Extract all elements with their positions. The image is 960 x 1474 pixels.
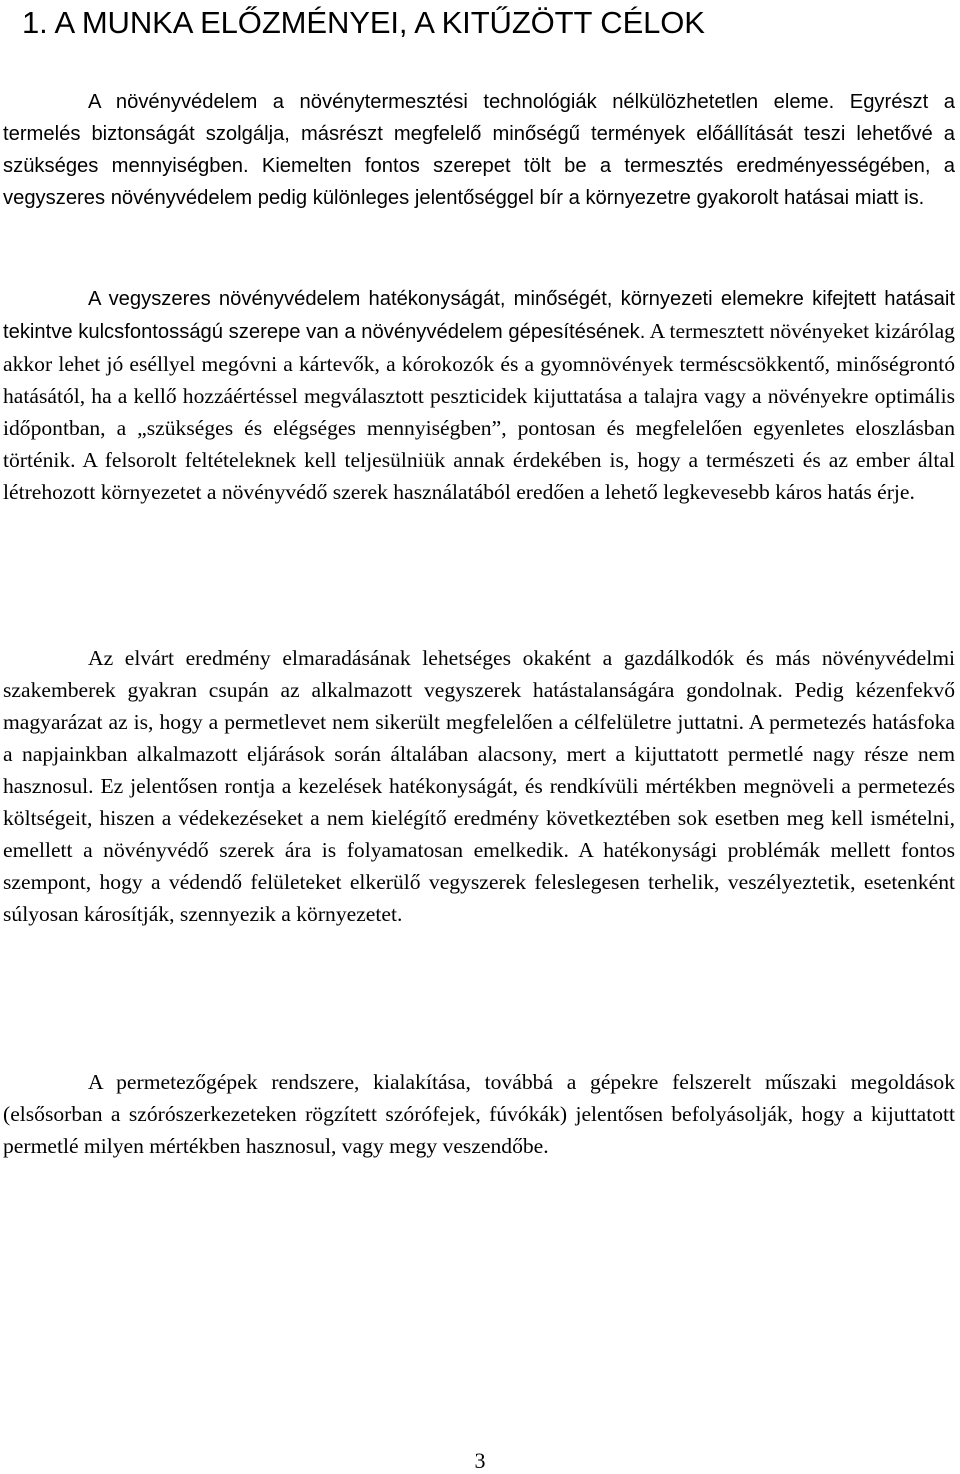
paragraph-mechanization-part-sans: A vegyszeres növényvédelem hatékonyságát, minőségét, környezeti elemekre kifejtett hatásait tekintve kulcsfontosságú szerepe van a növényvédelem gépesítésének. <box>3 288 955 343</box>
paragraph-mechanization <box>3 282 955 508</box>
page-number: 3 <box>474 1448 486 1473</box>
chapter-heading: 1. A MUNKA ELŐZMÉNYEI, A KITŰZÖTT CÉLOK <box>22 5 705 40</box>
paragraph-efficiency: Az elvárt eredmény elmaradásának lehetséges okaként a gazdálkodók és más növényvédelmi szakemberek gyakran csupán az alkalmazott vegyszerek hatástalanságára gondolnak. Pedig kézenfekvő magyarázat az is, hogy a permetlevet nem sikerült megfelelően a célfelületre juttatni. A permetezés hatásfoka a napjainkban alkalmazott eljárások során általában alacsony, mert a kijuttatott permetlé nagy része nem hasznosul. Ez jelentősen rontja a kezelések hatékonyságát, és rendkívüli mértékben megnöveli a permetezés költségeit, hiszen a védekezéseket a nem kielégítő eredmény következtében sok esetben meg kell ismételni, emellett a növényvédő szerek ára is folyamatosan emelkedik. A hatékonysági problémák mellett fontos szempont, hogy a védendő felületeket elkerülő vegyszerek feleslegesen terhelik, veszélyeztetik, esetenként súlyosan károsítják, szennyezik a környezetet. <box>3 646 955 926</box>
paragraph-mechanization-part-serif: A termesztett növényeket kizárólag akkor lehet jó eséllyel megóvni a kártevők, a kórokozók és a gyomnövények terméscsökkentő, minőségrontó hatásától, ha a kellő hozzáértéssel megválasztott peszticidek kijuttatása a talajra vagy a növényekre optimális időpontban, a „szükséges és elégséges mennyiségben”, pontosan és megfelelően egyenletes eloszlásban történik. A felsorolt feltételeknek kell teljesülniük annak érdekében is, hogy a természeti és az ember által létrehozott környezetet a növényvédő szerek használatából eredően a lehető legkevesebb káros hatás érje. <box>3 319 955 504</box>
paragraph-sprayers: A permetezőgépek rendszere, kialakítása, továbbá a gépekre felszerelt műszaki megoldások (elsősorban a szórószerkezeteken rögzített szórófejek, fúvókák) jelentősen befolyásolják, hogy a kijuttatott permetlé milyen mértékben hasznosul, vagy megy veszendőbe. <box>3 1070 955 1158</box>
paragraph-intro: A növényvédelem a növénytermesztési technológiák nélkülözhetetlen eleme. Egyrészt a termelés biztonságát szolgálja, másrészt megfelelő minőségű termények előállítását teszi lehetővé a szükséges mennyiségben. Kiemelten fontos szerepet tölt be a termesztés eredményességében, a vegyszeres növényvédelem pedig különleges jelentőséggel bír a környezetre gyakorolt hatásai miatt is. <box>3 91 955 209</box>
